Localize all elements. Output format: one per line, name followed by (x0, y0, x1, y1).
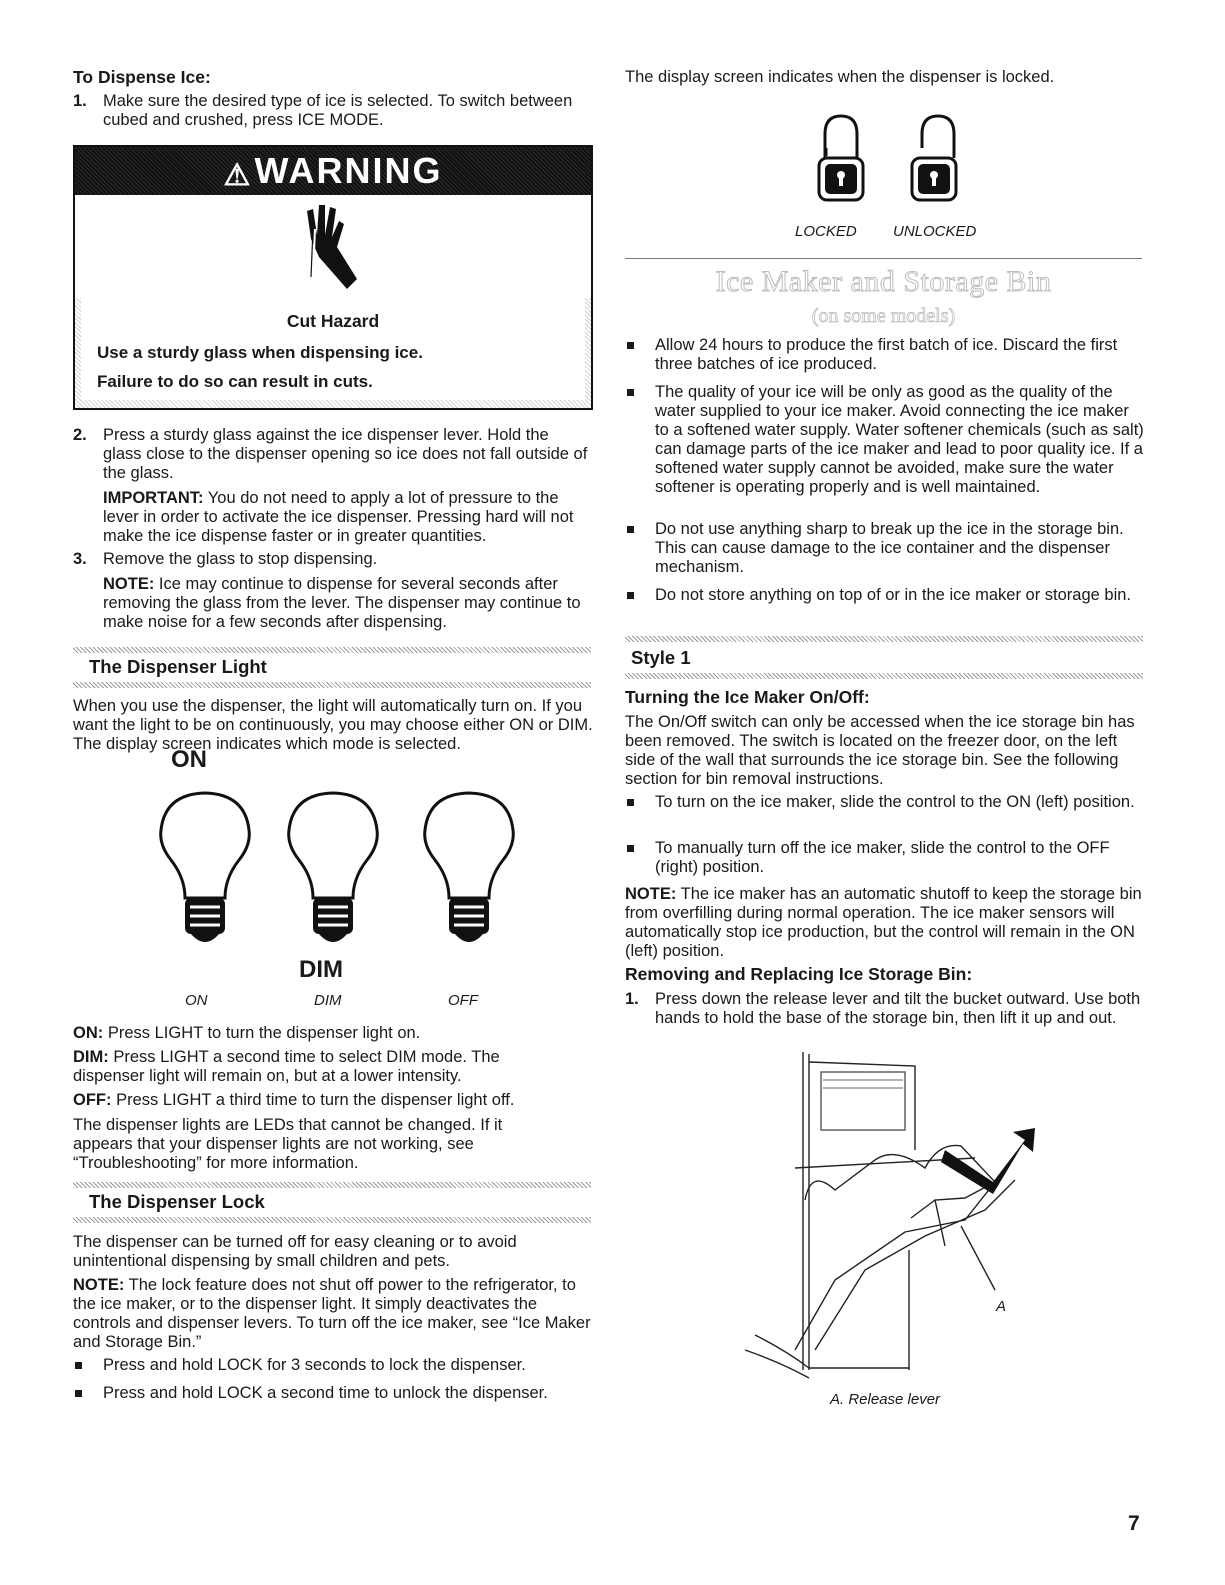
bullet-square-icon (627, 845, 634, 852)
bullet-square-icon (627, 389, 634, 396)
cut-hand-icon (297, 199, 367, 291)
onoff-heading: Turning the Ice Maker On/Off: (625, 687, 870, 707)
bullet-text: Press and hold LOCK a second time to unlock the dispenser. (103, 1384, 548, 1402)
bulb-dim-icon (285, 790, 381, 950)
warning-line-1: Use a sturdy glass when dispensing ice. (97, 343, 423, 362)
step-1 (73, 92, 573, 130)
section-divider (73, 1182, 591, 1188)
bullet-square-icon (75, 1390, 82, 1397)
note (103, 575, 588, 632)
caption-unlocked: UNLOCKED (893, 223, 977, 240)
off-text: Press LIGHT a third time to turn the dispenser light off. (111, 1091, 515, 1109)
ice-maker-title: Ice Maker and Storage Bin (715, 265, 1052, 298)
bullet-text: Do not use anything sharp to break up the ice in the storage bin. This can cause damage to the ice container and the dispenser mechanism. (655, 520, 1124, 576)
caption-on: ON (185, 992, 208, 1009)
dim-label: DIM: (73, 1048, 109, 1066)
step-number: 1. (625, 990, 639, 1008)
step-text: Press a sturdy glass against the ice dispenser lever. Hold the glass close to the dispenser opening so ice does not fall outside of the glass. (103, 426, 588, 482)
warning-line-2: Failure to do so can result in cuts. (97, 372, 373, 391)
lock-heading: The Dispenser Lock (89, 1191, 265, 1212)
ice-bullet-1 (625, 336, 1145, 374)
caption-off: OFF (448, 992, 478, 1009)
ice-maker-subtitle: (on some models) (811, 305, 956, 327)
caption-locked: LOCKED (795, 223, 857, 240)
section-divider (73, 647, 591, 653)
on-description (73, 1024, 593, 1043)
ice-bullet-3 (625, 520, 1145, 577)
section-divider (625, 673, 1143, 679)
step-number: 3. (73, 550, 87, 568)
bullet-square-icon (627, 526, 634, 533)
warning-box (73, 145, 593, 302)
onoff-bullet-2 (625, 839, 1145, 877)
bulb-on-icon (157, 790, 253, 950)
bulb-off-icon (421, 790, 517, 950)
dim-text: Press LIGHT a second time to select DIM mode. The dispenser light will remain on, but at a lower intensity. (73, 1048, 500, 1085)
section-divider (625, 636, 1143, 642)
lock-display-text: The display screen indicates when the dispenser is locked. (625, 68, 1055, 86)
led-description: The dispenser lights are LEDs that cannot be changed. If it appears that your dispenser lights are not working, see “Troubleshooting” for more information. (73, 1116, 503, 1172)
off-label: OFF: (73, 1091, 112, 1109)
off-description (73, 1091, 593, 1110)
note-label: NOTE: (103, 575, 155, 593)
important-note (103, 489, 588, 546)
ice-bullet-4 (625, 586, 1145, 605)
figure-caption: A. Release lever (830, 1391, 941, 1408)
bullet-text: To manually turn off the ice maker, slide the control to the OFF (right) position. (655, 839, 1110, 876)
lock-note (73, 1276, 593, 1352)
caption-dim: DIM (314, 992, 342, 1009)
lock-bullet-2 (73, 1384, 593, 1403)
onoff-intro: The On/Off switch can only be accessed when the ice storage bin has been removed. The switch is located on the freezer door, on the left side of the wall that surrounds the ice storage bin. See the following section for bin removal instructions. (625, 713, 1135, 788)
remove-heading: Removing and Replacing Ice Storage Bin: (625, 964, 973, 984)
step-text: Make sure the desired type of ice is selected. To switch between cubed and crushed, press ICE MODE. (103, 92, 573, 129)
lock-intro: The dispenser can be turned off for easy cleaning or to avoid unintentional dispensing by small children and pets. (73, 1233, 517, 1270)
ice-bin-illustration (725, 1050, 1085, 1380)
note-label: NOTE: (73, 1276, 125, 1294)
warning-text-box (73, 298, 593, 410)
onoff-note (625, 885, 1145, 961)
bullet-square-icon (627, 342, 634, 349)
warning-title: Cut Hazard (286, 311, 380, 331)
lock-locked-icon (815, 112, 867, 204)
note-text: The ice maker has an automatic shutoff to keep the storage bin from overfilling during normal operation. The ice maker sensors will automatically stop ice production, but the control will remain in the ON (left) position. (625, 885, 1142, 960)
note-text: Ice may continue to dispense for several seconds after removing the glass from the lever. The dispenser may continue to make noise for a few seconds after dispensing. (103, 575, 581, 631)
dispense-ice-heading: To Dispense Ice: (73, 67, 211, 87)
on-label: ON: (73, 1024, 104, 1042)
page-number: 7 (1128, 1512, 1140, 1535)
light-on-label: ON (171, 746, 207, 773)
callout-a: A (996, 1298, 1007, 1315)
step-text: Press down the release lever and tilt the bucket outward. Use both hands to hold the base of the storage bin, then lift it up and out. (655, 990, 1141, 1027)
step-number: 1. (73, 92, 87, 110)
section-divider (73, 682, 591, 688)
light-heading: The Dispenser Light (89, 656, 267, 677)
bullet-text: Do not store anything on top of or in the ice maker or storage bin. (655, 586, 1132, 604)
step-3 (73, 550, 588, 632)
important-label: IMPORTANT: (103, 489, 204, 507)
light-intro: When you use the dispenser, the light will automatically turn on. If you want the light to be on continuously, you may choose either ON or DIM. The display screen indicates which mode is selected. (73, 697, 593, 753)
remove-step-1 (625, 990, 1145, 1028)
bullet-text: To turn on the ice maker, slide the control to the ON (left) position. (655, 793, 1135, 811)
step-2 (73, 426, 588, 546)
style-heading: Style 1 (631, 647, 691, 668)
on-text: Press LIGHT to turn the dispenser light on. (103, 1024, 421, 1042)
bullet-text: The quality of your ice will be only as good as the quality of the water supplied to your ice maker. Avoid connecting the ice maker to a softened water supply. Water softener chemicals (such as salt) can damage parts of the ice maker and lead to poor quality ice. If a softened water supply cannot be avoided, make sure the water softener is operating properly and is well maintained. (655, 383, 1144, 496)
warning-triangle-icon: ⚠ (223, 159, 253, 192)
warning-banner (75, 147, 591, 195)
ice-bullet-2 (625, 383, 1145, 497)
lock-bullet-1 (73, 1356, 593, 1375)
bullet-text: Allow 24 hours to produce the first batch of ice. Discard the first three batches of ice produced. (655, 336, 1118, 373)
dim-description (73, 1048, 553, 1086)
step-text: Remove the glass to stop dispensing. (103, 550, 378, 568)
onoff-bullet-1 (625, 793, 1145, 812)
bullet-square-icon (627, 799, 634, 806)
bullet-text: Press and hold LOCK for 3 seconds to lock the dispenser. (103, 1356, 526, 1374)
important-text: You do not need to apply a lot of pressure to the lever in order to activate the ice dispenser. Pressing hard will not make the ice dispense faster or in greater quantities. (103, 489, 574, 545)
bullet-square-icon (627, 592, 634, 599)
step-number: 2. (73, 426, 87, 444)
note-label: NOTE: (625, 885, 677, 903)
section-divider (73, 1217, 591, 1223)
note-text: The lock feature does not shut off power to the refrigerator, to the ice maker, or to the dispenser light. It simply deactivates the controls and dispenser levers. To turn off the ice maker, see “Ice Maker and Storage Bin.” (73, 1276, 591, 1351)
lock-unlocked-icon (900, 112, 962, 204)
warning-banner-label: WARNING (254, 150, 443, 191)
bullet-square-icon (75, 1362, 82, 1369)
light-dim-label: DIM (299, 956, 343, 983)
section-rule (625, 258, 1142, 259)
